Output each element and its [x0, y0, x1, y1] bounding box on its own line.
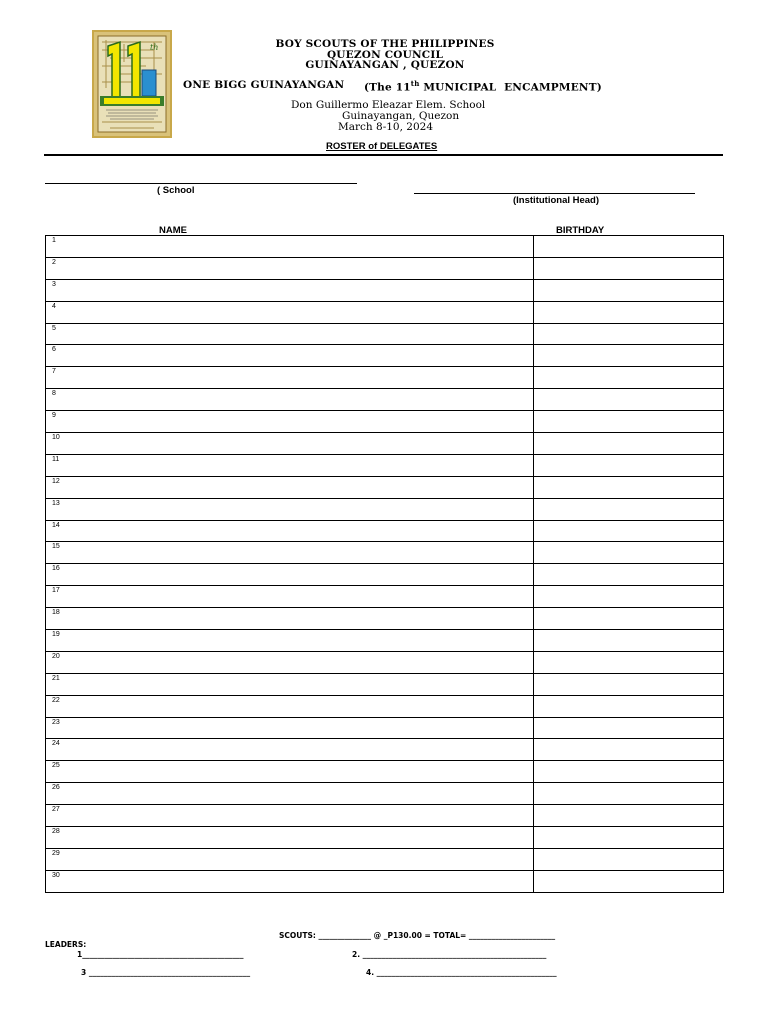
birthday-cell[interactable]	[534, 433, 724, 455]
name-cell[interactable]	[46, 870, 534, 892]
name-cell[interactable]	[46, 367, 534, 389]
location: GUINAYANGAN , QUEZON	[305, 59, 465, 71]
name-cell[interactable]	[46, 389, 534, 411]
name-cell[interactable]	[46, 476, 534, 498]
leader-line-2[interactable]: 2. _________________________________________________	[352, 950, 547, 959]
svg-text:th: th	[150, 43, 159, 52]
name-cell[interactable]	[46, 323, 534, 345]
row-number: 20	[52, 652, 60, 660]
table-row	[46, 608, 724, 630]
form-title: ROSTER of DELEGATES	[326, 141, 438, 152]
row-number: 14	[52, 521, 60, 529]
name-cell[interactable]	[46, 301, 534, 323]
table-row	[46, 279, 724, 301]
name-cell[interactable]	[46, 695, 534, 717]
name-cell[interactable]	[46, 564, 534, 586]
row-number: 30	[52, 871, 60, 879]
row-number: 25	[52, 762, 60, 770]
name-cell[interactable]	[46, 433, 534, 455]
row-number: 24	[52, 740, 60, 748]
birthday-cell[interactable]	[534, 848, 724, 870]
table-row	[46, 651, 724, 673]
scouts-fee-line: SCOUTS: ______________ @ _P130.00 = TOTAL= _______________________	[279, 931, 556, 940]
row-number: 11	[52, 455, 60, 463]
birthday-cell[interactable]	[534, 520, 724, 542]
birthday-cell[interactable]	[534, 389, 724, 411]
table-row	[46, 739, 724, 761]
name-cell[interactable]	[46, 542, 534, 564]
row-number: 2	[52, 258, 56, 266]
birthday-cell[interactable]	[534, 805, 724, 827]
row-number: 27	[52, 806, 60, 814]
table-row	[46, 586, 724, 608]
birthday-cell[interactable]	[534, 870, 724, 892]
birthday-column-header: BIRTHDAY	[556, 225, 605, 236]
name-cell[interactable]	[46, 651, 534, 673]
name-cell[interactable]	[46, 411, 534, 433]
name-cell[interactable]	[46, 608, 534, 630]
council-name: QUEZON COUNCIL	[326, 49, 444, 61]
name-column-header: NAME	[159, 225, 187, 236]
venue-town: Guinayangan, Quezon	[342, 110, 460, 122]
birthday-cell[interactable]	[534, 257, 724, 279]
encampment-logo	[92, 30, 172, 138]
name-cell[interactable]	[46, 345, 534, 367]
row-number: 4	[52, 302, 56, 310]
name-cell[interactable]	[46, 586, 534, 608]
table-row	[46, 805, 724, 827]
name-cell[interactable]	[46, 498, 534, 520]
name-cell[interactable]	[46, 805, 534, 827]
table-row	[46, 695, 724, 717]
row-number: 26	[52, 784, 60, 792]
school-label: ( School	[157, 185, 195, 196]
row-number: 8	[52, 390, 56, 398]
header-divider	[44, 154, 723, 156]
institutional-head-label: (Institutional Head)	[513, 195, 600, 206]
name-cell[interactable]	[46, 520, 534, 542]
name-cell[interactable]	[46, 717, 534, 739]
table-row	[46, 761, 724, 783]
birthday-cell[interactable]	[534, 498, 724, 520]
row-number: 21	[52, 674, 60, 682]
name-cell[interactable]	[46, 848, 534, 870]
row-number: 28	[52, 828, 60, 836]
name-cell[interactable]	[46, 236, 534, 258]
event-name: ONE BIGG GUINAYANGAN	[183, 79, 345, 91]
table-row	[46, 783, 724, 805]
row-number: 18	[52, 609, 60, 617]
table-row	[46, 411, 724, 433]
birthday-cell[interactable]	[534, 717, 724, 739]
roster-table	[45, 235, 724, 893]
birthday-cell[interactable]	[534, 476, 724, 498]
leaders-label: LEADERS:	[45, 940, 87, 949]
birthday-cell[interactable]	[534, 301, 724, 323]
birthday-cell[interactable]	[534, 827, 724, 849]
row-number: 6	[52, 346, 56, 354]
birthday-cell[interactable]	[534, 236, 724, 258]
table-row	[46, 323, 724, 345]
birthday-cell[interactable]	[534, 783, 724, 805]
org-name: BOY SCOUTS OF THE PHILIPPINES	[275, 38, 495, 50]
venue: Don Guillermo Eleazar Elem. School	[291, 99, 486, 111]
birthday-cell[interactable]	[534, 542, 724, 564]
table-row	[46, 433, 724, 455]
name-cell[interactable]	[46, 761, 534, 783]
row-number: 15	[52, 543, 60, 551]
birthday-cell[interactable]	[534, 279, 724, 301]
birthday-cell[interactable]	[534, 608, 724, 630]
name-cell[interactable]	[46, 257, 534, 279]
row-number: 3	[52, 280, 56, 288]
table-row	[46, 454, 724, 476]
birthday-cell[interactable]	[534, 564, 724, 586]
row-number: 13	[52, 499, 60, 507]
birthday-cell[interactable]	[534, 345, 724, 367]
leader-line-4[interactable]: 4. ________________________________________________	[366, 968, 557, 977]
table-row	[46, 301, 724, 323]
row-number: 19	[52, 631, 60, 639]
table-row	[46, 476, 724, 498]
birthday-cell[interactable]	[534, 630, 724, 652]
birthday-cell[interactable]	[534, 411, 724, 433]
birthday-cell[interactable]	[534, 586, 724, 608]
birthday-cell[interactable]	[534, 695, 724, 717]
name-cell[interactable]	[46, 454, 534, 476]
leader-line-1[interactable]: 1___________________________________________	[77, 950, 244, 959]
name-cell[interactable]	[46, 827, 534, 849]
birthday-cell[interactable]	[534, 739, 724, 761]
table-row	[46, 520, 724, 542]
name-cell[interactable]	[46, 783, 534, 805]
row-number: 5	[52, 324, 56, 332]
table-row	[46, 498, 724, 520]
table-row	[46, 848, 724, 870]
row-number: 12	[52, 477, 60, 485]
table-row	[46, 717, 724, 739]
name-cell[interactable]	[46, 279, 534, 301]
table-row	[46, 870, 724, 892]
birthday-cell[interactable]	[534, 323, 724, 345]
name-cell[interactable]	[46, 630, 534, 652]
row-number: 10	[52, 434, 60, 442]
table-row	[46, 542, 724, 564]
row-number: 23	[52, 718, 60, 726]
institutional-head-input-line[interactable]	[414, 192, 695, 194]
table-row	[46, 389, 724, 411]
table-row	[46, 564, 724, 586]
event-dates: March 8-10, 2024	[338, 121, 433, 133]
row-number: 9	[52, 412, 56, 420]
table-row	[46, 367, 724, 389]
birthday-cell[interactable]	[534, 367, 724, 389]
row-number: 29	[52, 849, 60, 857]
encampment-title: (The 11th MUNICIPAL ENCAMPMENT)	[364, 79, 602, 94]
table-row	[46, 236, 724, 258]
leader-line-3[interactable]: 3 ___________________________________________	[81, 968, 251, 977]
row-number: 7	[52, 368, 56, 376]
row-number: 22	[52, 696, 60, 704]
table-row	[46, 673, 724, 695]
birthday-cell[interactable]	[534, 673, 724, 695]
name-cell[interactable]	[46, 673, 534, 695]
name-cell[interactable]	[46, 739, 534, 761]
table-row	[46, 827, 724, 849]
row-number: 1	[52, 237, 56, 244]
table-row	[46, 630, 724, 652]
birthday-cell[interactable]	[534, 454, 724, 476]
birthday-cell[interactable]	[534, 651, 724, 673]
table-row	[46, 345, 724, 367]
birthday-cell[interactable]	[534, 761, 724, 783]
table-row	[46, 257, 724, 279]
school-input-line[interactable]	[45, 182, 357, 184]
row-number: 16	[52, 565, 60, 573]
row-number: 17	[52, 587, 60, 595]
